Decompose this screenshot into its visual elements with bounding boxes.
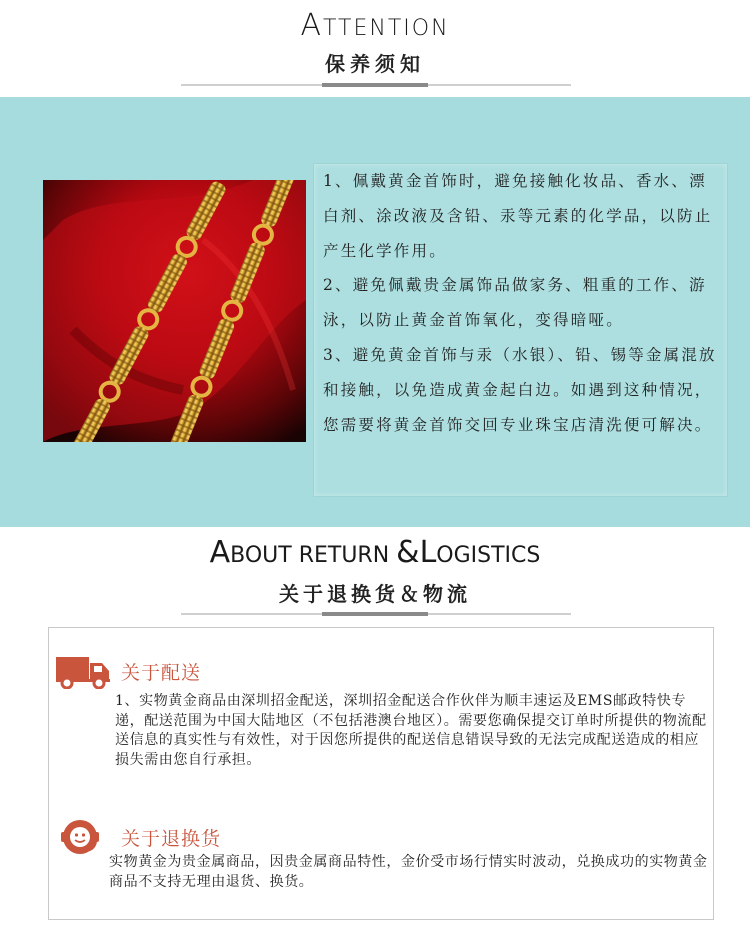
truck-icon bbox=[56, 655, 110, 689]
divider-accent bbox=[322, 83, 428, 87]
returns-text: 实物黄金为贵金属商品，因贵金属商品特性，金价受市场行情实时波动，兑换成功的实物黄金商品不支持无理由退货、换货。 bbox=[109, 854, 708, 890]
customer-service-icon bbox=[60, 817, 100, 855]
care-item-1: 1、佩戴黄金首饰时，避免接触化妆品、香水、漂白剂、涂改液及含铅、汞等元素的化学品，以防止产生化学作用。 bbox=[323, 172, 713, 260]
returns-title: 关于退换货 bbox=[121, 828, 222, 850]
delivery-title: 关于配送 bbox=[121, 662, 202, 684]
attention-subtitle: 保养须知 bbox=[325, 52, 425, 76]
logistics-box bbox=[48, 627, 714, 920]
about-header bbox=[0, 527, 750, 627]
divider-accent bbox=[322, 612, 428, 616]
care-instructions bbox=[313, 163, 728, 497]
attention-header bbox=[0, 0, 750, 97]
delivery-text: 1、实物黄金商品由深圳招金配送，深圳招金配送合作伙伴为顺丰速运及EMS邮政特快专递，配送范围为中国大陆地区（不包括港澳台地区）。需要您确保提交订单时所提供的物流配送信息的真实性与有效性，对于因您所提供的配送信息错误导致的无法完成配送造成的相应损失需由您自行承担。 bbox=[115, 693, 707, 768]
about-title: ABOUT RETURN &LOGISTICS bbox=[209, 535, 541, 570]
attention-title: ATTENTION bbox=[300, 8, 450, 43]
gold-chain-photo bbox=[43, 180, 306, 442]
about-subtitle: 关于退换货＆物流 bbox=[279, 582, 471, 606]
care-section bbox=[0, 97, 750, 527]
care-item-2: 2、避免佩戴贵金属饰品做家务、粗重的工作、游泳，以防止黄金首饰氧化，变得暗哑。 bbox=[323, 276, 707, 330]
care-item-3: 3、避免黄金首饰与汞（水银）、铅、锡等金属混放和接触，以免造成黄金起白边。如遇到这种情况，您需要将黄金首饰交回专业珠宝店清洗便可解决。 bbox=[323, 345, 717, 434]
